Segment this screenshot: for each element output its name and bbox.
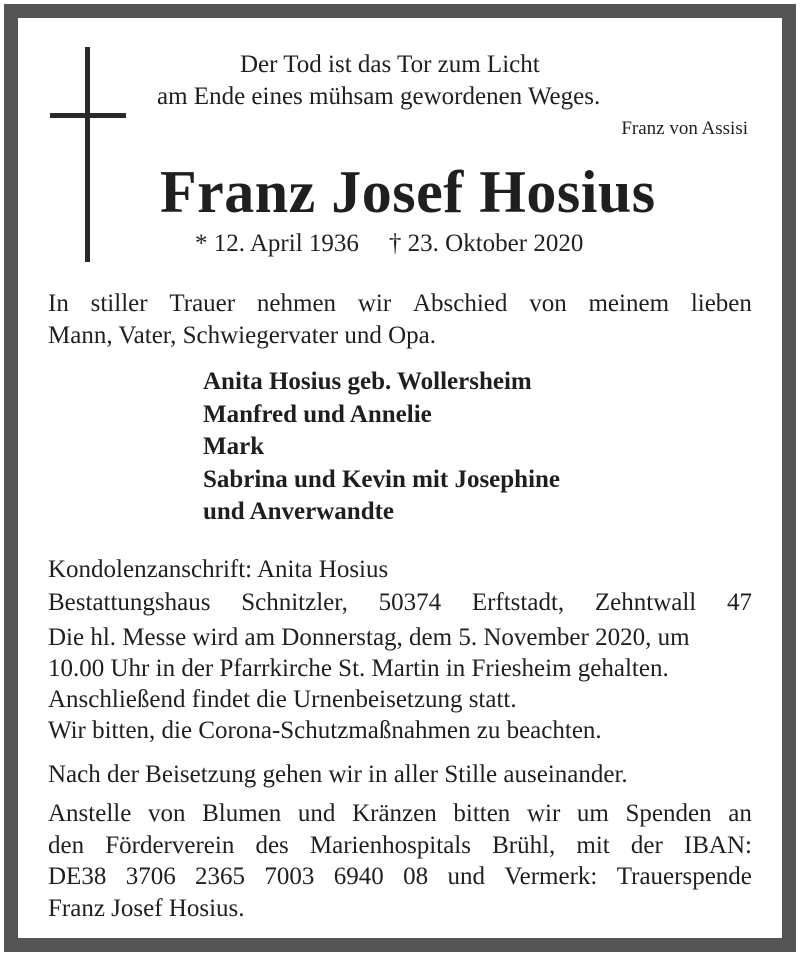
donation-line-1: Anstelle von Blumen und Kränzen bitten wir um Spenden an (48, 800, 752, 827)
donation-line-4: Franz Josef Hosius. (48, 894, 245, 922)
quote-line-2: am Ende eines mühsam gewordenen Weges. (157, 83, 601, 110)
burial-note: Nach der Beisetzung gehen wir in aller Stille auseinander. (48, 761, 628, 788)
donation-line-3: DE38 3706 2365 7003 6940 08 und Vermerk: Trauerspende (48, 863, 752, 890)
donation-info (48, 798, 752, 924)
family-member: und Anverwandte (203, 498, 395, 525)
condolence-line-1: Kondolenzanschrift: Anita Hosius (48, 556, 389, 583)
deceased-name: Franz Josef Hosius (160, 159, 656, 225)
donation-line-2: den Förderverein des Marienhospitals Brühl, mit der IBAN: (48, 831, 752, 859)
intro-line-1: In stiller Trauer nehmen wir Abschied von meinem lieben (48, 290, 752, 317)
quote-line-1: Der Tod ist das Tor zum Licht (240, 51, 540, 78)
family-member: Manfred und Annelie (203, 400, 432, 428)
mass-info (48, 622, 752, 746)
family-member: Mark (203, 433, 265, 460)
family-list (203, 366, 560, 529)
birth-date: * 12. April 1936 (195, 230, 359, 257)
mass-line-2: 10.00 Uhr in der Pfarrkirche St. Martin in Friesheim gehalten. (48, 655, 669, 682)
intro-text (48, 288, 752, 352)
mass-line-4: Wir bitten, die Corona-Schutzmaßnahmen zu beachten. (48, 717, 602, 744)
mass-line-3: Anschließend findet die Urnenbeisetzung statt. (48, 686, 517, 713)
death-date: † 23. Oktober 2020 (388, 230, 584, 257)
life-dates (195, 230, 583, 258)
mass-line-1: Die hl. Messe wird am Donnerstag, dem 5. November 2020, um (48, 624, 690, 651)
family-member: Sabrina und Kevin mit Josephine (203, 465, 561, 493)
quote-author: Franz von Assisi (621, 118, 748, 139)
condolence-line-2: Bestattungshaus Schnitzler, 50374 Erftstadt, Zehntwall 47 (48, 589, 752, 616)
intro-line-2: Mann, Vater, Schwiegervater und Opa. (48, 322, 437, 349)
family-member: Anita Hosius geb. Wollersheim (203, 368, 532, 395)
condolence-address (48, 553, 752, 619)
